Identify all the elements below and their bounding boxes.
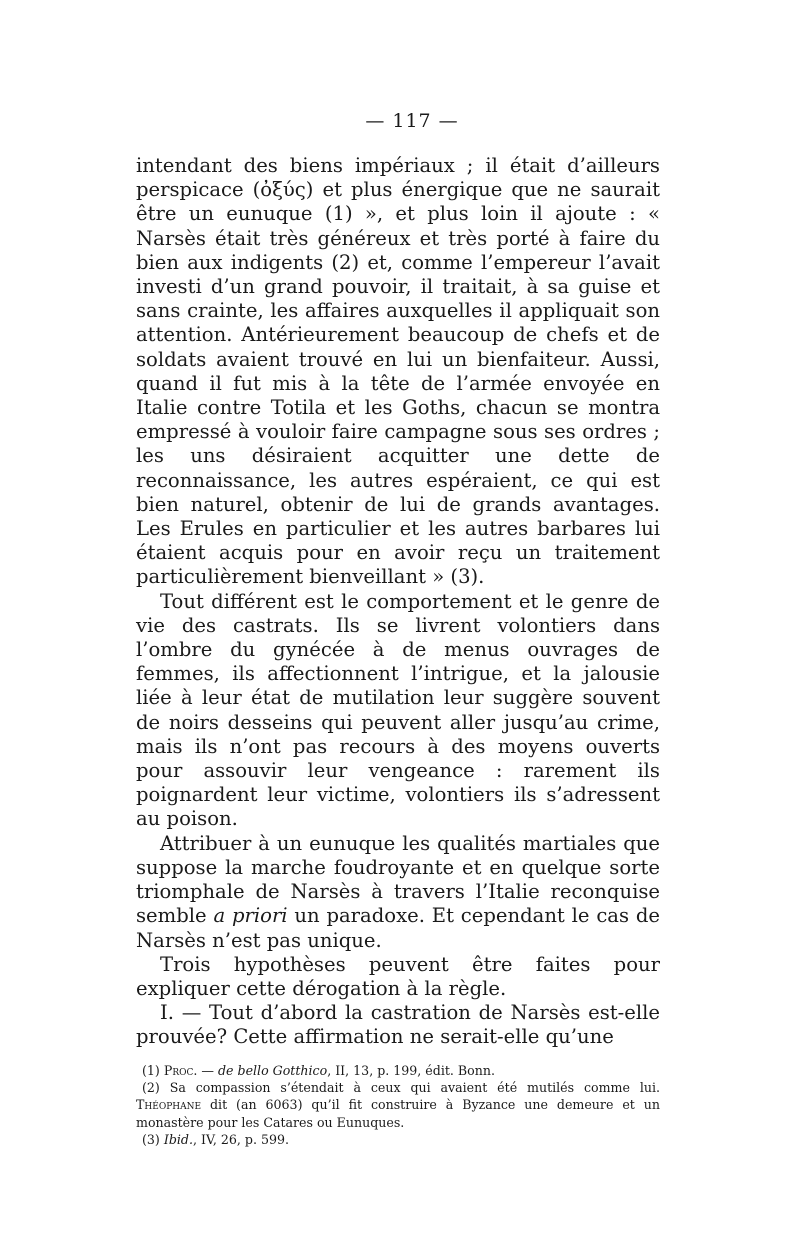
footnote [136, 1131, 660, 1148]
text-segment: I. — Tout d’abord la castration de Narsès est-elle prouvée? Cette affirmation ne serait-elle qu’une [136, 1001, 660, 1049]
paragraph [136, 1001, 660, 1049]
footnotes [136, 1062, 660, 1149]
text-segment: dit (an 6063) qu’il fit construire à Byzance une demeure et un monastère pour les Catares ou Eunuques. [136, 1097, 660, 1130]
footnote [136, 1062, 660, 1079]
text-segment: Théophane [136, 1097, 202, 1113]
paragraph [136, 953, 660, 1001]
text-segment: Trois hypothèses peuvent être faites pour expliquer cette dérogation à la règle. [136, 952, 660, 1000]
text-segment: (1) [142, 1062, 164, 1078]
text-segment: Proc. [163, 1062, 198, 1078]
paragraph [136, 154, 660, 590]
page-number: — 117 — [365, 110, 459, 132]
text-segment: Ibid. [163, 1132, 193, 1148]
text-segment: Attribuer à un eunuque les qualités martiales que suppose la marche foudroyante et en quelque sorte triomphale de Narsès à travers l’Italie reconquise semble [136, 831, 660, 928]
body-text [136, 154, 660, 1050]
footnote [136, 1079, 660, 1131]
book-page [136, 110, 660, 1149]
text-segment: de bello Gotthico [217, 1062, 328, 1078]
text-segment: , IV, 26, p. 599. [192, 1132, 290, 1148]
text-segment: (2) Sa compassion s’étendait à ceux qui avaient été mutilés comme lui. [142, 1079, 660, 1095]
text-segment: — [197, 1062, 218, 1078]
text-segment: , II, 13, p. 199, édit. Bonn. [327, 1062, 495, 1078]
text-segment: (3) [142, 1132, 164, 1148]
text-segment: un paradoxe. Et cependant le cas de Narsès n’est pas unique. [136, 904, 660, 952]
paragraph [136, 590, 660, 832]
text-segment: Tout différent est le comportement et le genre de vie des castrats. Ils se livrent volontiers dans l’ombre du gynécée à de menus ouvrages de femmes, ils affectionnent l’intrigue, et la jalousie liée à leur état de mutilation leur suggère souvent de noirs desseins qui peuvent aller jusqu’au crime, mais ils n’ont pas recours à des moyens ouverts pour assouvir leur vengeance : rarement ils poignardent leur victime, volontiers ils s’adressent au poison. [136, 589, 660, 831]
paragraph [136, 832, 660, 953]
text-segment: a priori [213, 904, 288, 928]
text-segment: intendant des biens impériaux ; il était d’ailleurs perspicace (ὀξύς) et plus énergique que ne saurait être un eunuque (1) », et plus loin il ajoute : « Narsès était très généreux et très porté à faire du bien aux indigents (2) et, comme l’empereur l’avait investi d’un grand pouvoir, il traitait, à sa guise et sans crainte, les affaires auxquelles il appliquait son attention. Antérieurement beaucoup de chefs et de soldats avaient trouvé en lui un bienfaiteur. Aussi, quand il fut mis à la tête de l’armée envoyée en Italie contre Totila et les Goths, chacun se montra empressé à vouloir faire campagne sous ses ordres ; les uns désiraient acquitter une dette de reconnaissance, les autres espéraient, ce qui est bien naturel, obtenir de lui de grands avantages. Les Erules en particulier et les autres barbares lui étaient acquis pour en avoir reçu un traitement particulièrement bienveillant » (3). [136, 154, 660, 589]
